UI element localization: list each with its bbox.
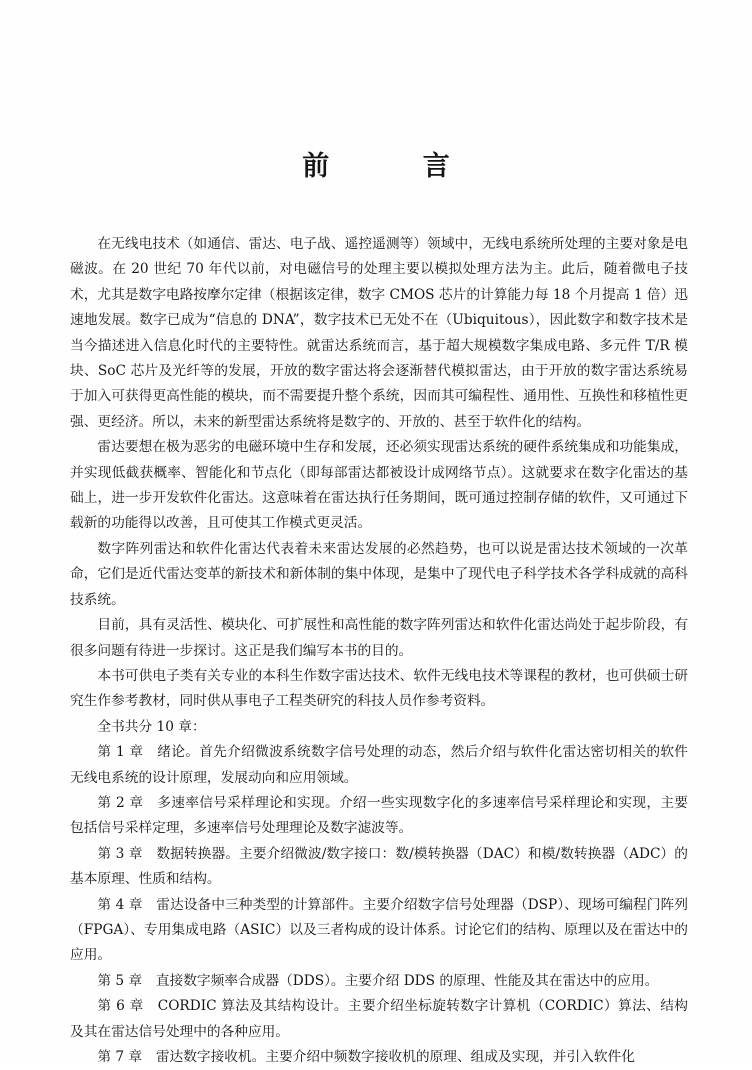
paragraph-chapter-6: 第 6 章 CORDIC 算法及其结构设计。主要介绍坐标旋转数字计算机（CORDIC）算法、结构及其在雷达信号处理中的各种应用。 bbox=[70, 998, 688, 1040]
paragraph-chapter-5: 第 5 章 直接数字频率合成器（DDS）。主要介绍 DDS 的原理、性能及其在雷达中的应用。 bbox=[97, 972, 659, 989]
paragraph-integration: 雷达要想在极为恶劣的电磁环境中生存和发展，还必须实现雷达系统的硬件系统集成和功能集成，并实现低截获概率、智能化和节点化（即每部雷达都被设计成网络节点）。这就要求在数字化雷达的基础上，进一步开发软件化雷达。这意味着在雷达执行任务期间，既可通过控制存储的软件，又可通过下载新的功能得以改善，且可使其工作模式更灵活。 bbox=[70, 439, 688, 532]
paragraph-chapter-3: 第 3 章 数据转换器。主要介绍微波/数字接口：数/模转换器（DAC）和模/数转换器（ADC）的基本原理、性质和结构。 bbox=[70, 845, 688, 888]
paragraph-chapter-4: 第 4 章 雷达设备中三种类型的计算部件。主要介绍数字信号处理器（DSP）、现场可编程门阵列（FPGA）、专用集成电路（ASIC）以及三者构成的设计体系。讨论它们的结构、原理以及在雷达中的应用。 bbox=[70, 896, 688, 964]
paragraph-chapter-1: 第 1 章 绪论。首先介绍微波系统数字信号处理的动态，然后介绍与软件化雷达密切相关的软件无线电系统的设计原理，发展动向和应用领域。 bbox=[70, 744, 688, 786]
paragraph-chapter-count: 全书共分 10 章： bbox=[97, 718, 206, 735]
page-title: 前 言 bbox=[302, 151, 492, 182]
paragraph-trend: 数字阵列雷达和软件化雷达代表着未来雷达发展的必然趋势，也可以说是雷达技术领域的一次革命，它们是近代雷达变革的新技术和新体制的集中体现，是集中了现代电子科学技术各学科成就的高科技系统。 bbox=[70, 540, 688, 608]
paragraph-chapter-7: 第 7 章 雷达数字接收机。主要介绍中频数字接收机的原理、组成及实现，并引入软件化 bbox=[97, 1049, 635, 1065]
paragraph-audience: 本书可供电子类有关专业的本科生作数字雷达技术、软件无线电技术等课程的教材，也可供硕士研究生作参考教材，同时供从事电子工程类研究的科技人员作参考资料。 bbox=[70, 667, 688, 710]
paragraph-intro: 在无线电技术（如通信、雷达、电子战、遥控遥测等）领域中，无线电系统所处理的主要对象是电磁波。在 20 世纪 70 年代以前，对电磁信号的处理主要以模拟处理方法为主。此后，随着微电子技术，尤其是数字电路按摩尔定律（根据该定律，数字 CMOS 芯片的计算能力每 18 个月提高 1 倍）迅速地发展。数字已成为“信息的 DNA”，数字技术已无处不在（Ubiquitous），因此数字和数字技术是当今描述进入信息化时代的主要特性。就雷达系统而言，基于超大规模数字集成电路、多元件 T/R 模块、SoC 芯片及光纤等的发展，开放的数字雷达将会逐渐替代模拟雷达，由于开放的数字雷达系统易于加入可获得更高性能的模块，而不需要提升整个系统，因而其可编程性、通用性、互换性和移植性更强、更经济。所以，未来的新型雷达系统将是数字的、开放的、甚至于软件化的结构。 bbox=[70, 236, 688, 430]
paragraph-purpose: 目前，具有灵活性、模块化、可扩展性和高性能的数字阵列雷达和软件化雷达尚处于起步阶段，有很多问题有待进一步探讨。这正是我们编写本书的目的。 bbox=[70, 617, 688, 659]
preface-body bbox=[70, 232, 688, 1070]
paragraph-chapter-2: 第 2 章 多速率信号采样理论和实现。介绍一些实现数字化的多速率信号采样理论和实现，主要包括信号采样定理，多速率信号处理理论及数字滤波等。 bbox=[70, 794, 688, 837]
